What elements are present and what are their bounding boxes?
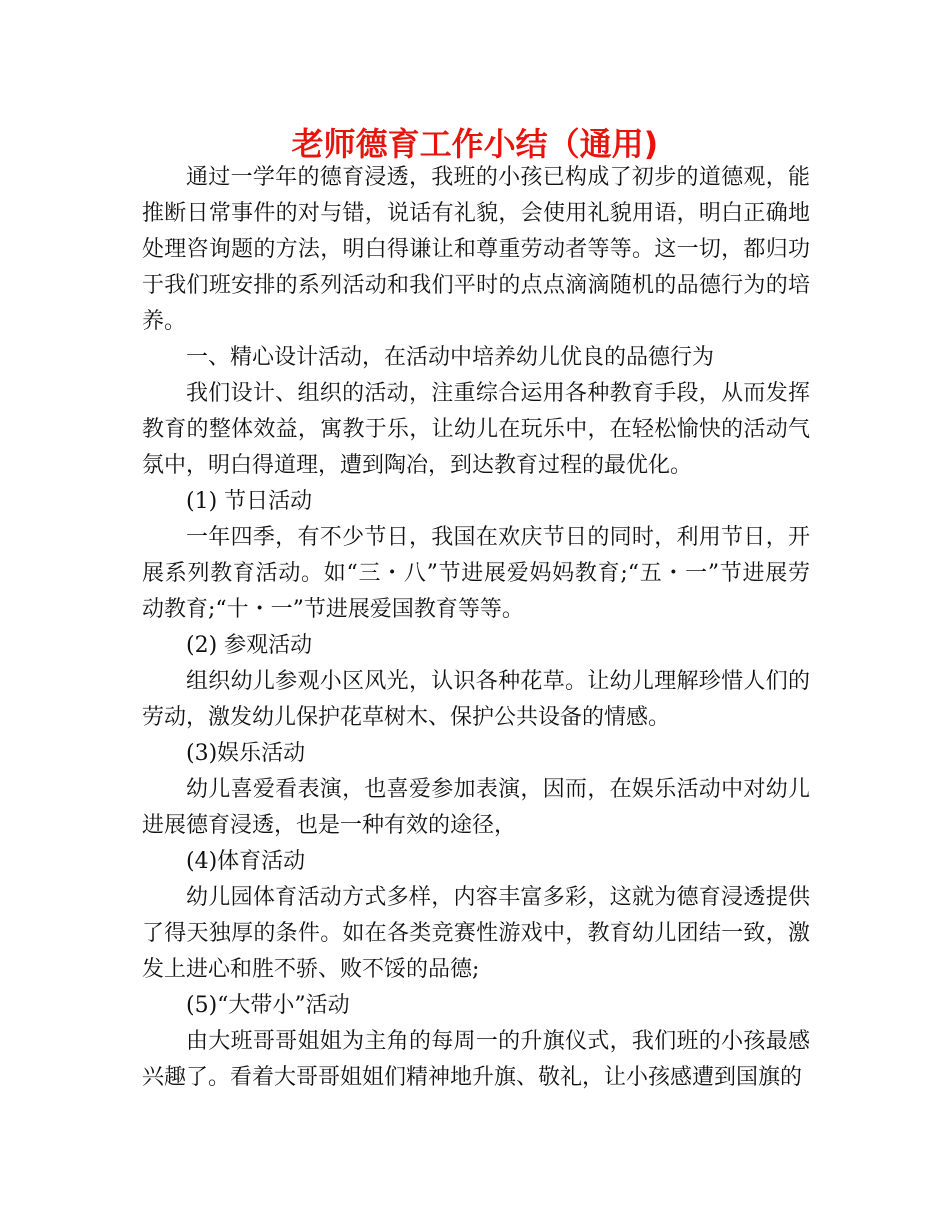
subsection-heading: (1) 节日活动 <box>186 489 313 514</box>
paragraph: 组织幼儿参观小区风光，认识各种花草。让幼儿理解珍惜人们的劳动，激发幼儿保护花草树木、保护公共设备的情感。 <box>142 669 810 730</box>
page-title: 老师德育工作小结（通用) <box>291 125 659 163</box>
subsection-heading: (2) 参观活动 <box>186 633 313 658</box>
section-heading: 一、精心设计活动，在活动中培养幼儿优良的品德行为 <box>186 345 715 370</box>
subsection-heading: (3)娱乐活动 <box>186 741 306 766</box>
paragraph: 一年四季，有不少节日，我国在欢庆节日的同时，利用节日，开展系列教育活动。如“三・八”节进展爱妈妈教育;“五・一”节进展劳动教育;“十・一”节进展爱国教育等等。 <box>142 525 810 622</box>
paragraph: 由大班哥哥姐姐为主角的每周一的升旗仪式，我们班的小孩最感兴趣了。看着大哥哥姐姐们精神地升旗、敬礼，让小孩感遭到国旗的 <box>142 1029 810 1090</box>
paragraph: 幼儿园体育活动方式多样，内容丰富多彩，这就为德育浸透提供了得天独厚的条件。如在各类竞赛性游戏中，教育幼儿团结一致，激发上进心和胜不骄、败不馁的品德; <box>142 885 810 982</box>
paragraph: 通过一学年的德育浸透，我班的小孩已构成了初步的道德观，能推断日常事件的对与错，说话有礼貌，会使用礼貌用语，明白正确地处理咨询题的方法，明白得谦让和尊重劳动者等等。这一切，都归功于我们班安排的系列活动和我们平时的点点滴滴随机的品德行为的培养。 <box>142 165 810 334</box>
paragraph: 幼儿喜爱看表演，也喜爱参加表演，因而，在娱乐活动中对幼儿进展德育浸透，也是一种有效的途径， <box>142 777 810 838</box>
subsection-heading: (4)体育活动 <box>186 849 306 874</box>
paragraph: 我们设计、组织的活动，注重综合运用各种教育手段，从而发挥教育的整体效益，寓教于乐，让幼儿在玩乐中，在轻松愉快的活动气氛中，明白得道理，遭到陶冶，到达教育过程的最优化。 <box>142 381 810 478</box>
subsection-heading: (5)“大带小”活动 <box>186 993 350 1018</box>
document-body <box>142 160 810 1096</box>
